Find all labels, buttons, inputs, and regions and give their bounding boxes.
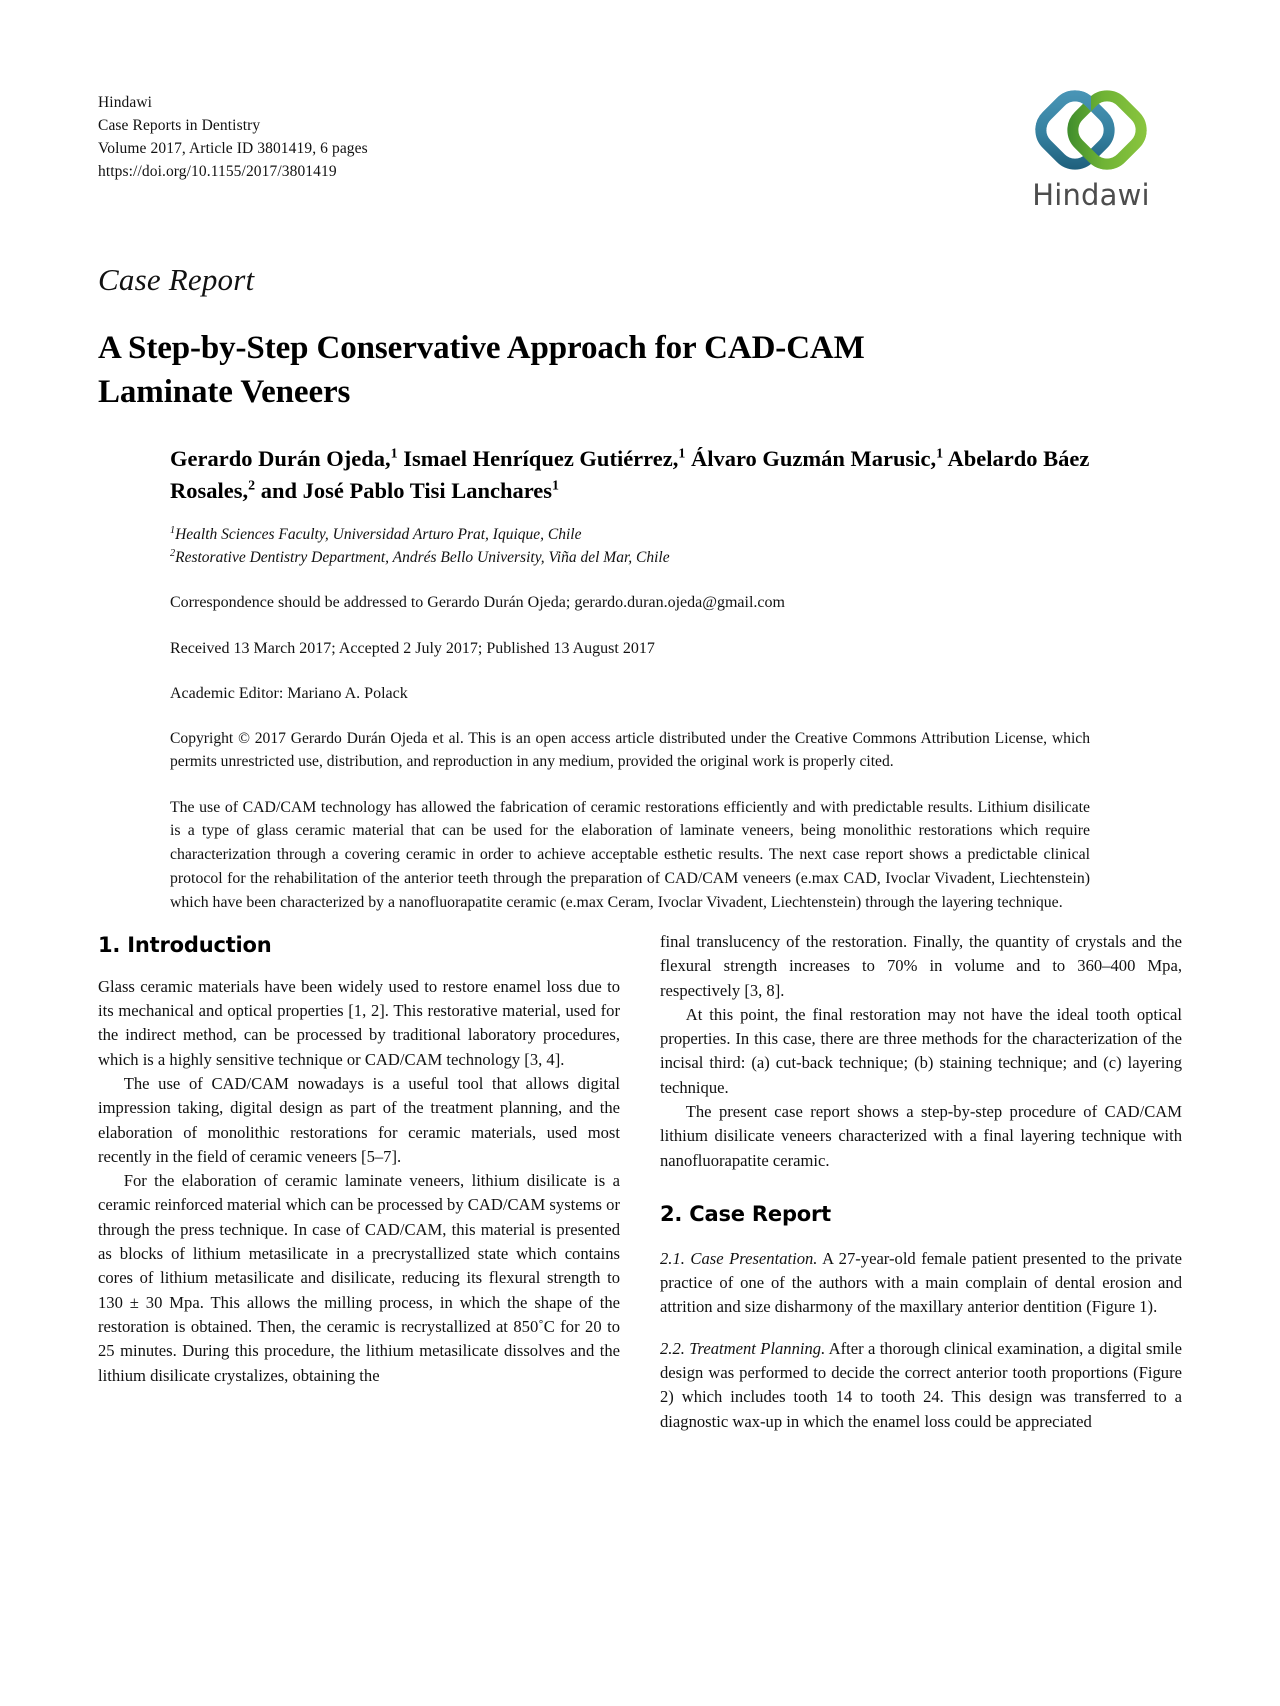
section-heading-introduction: 1. Introduction [98, 933, 272, 957]
subsection-body: After a thorough clinical examination, a digital smile design was performed to decide the correct anterior tooth proportions (Figure 2) which includes tooth 14 to tooth 24. This design was transferred to a diagnostic wax-up in which the enamel loss could be appreciated [660, 1338, 1182, 1431]
journal-meta-block [98, 92, 368, 184]
subsection-body: A 27-year-old female patient presented to the private practice of one of the authors with a main complain of dental erosion and attrition and size disharmony of the maxillary anterior dentition (Figure 1). [660, 1248, 1182, 1317]
paragraph: For the elaboration of ceramic laminate veneers, lithium disilicate is a ceramic reinforced material which can be processed by CAD/CAM systems or through the press technique. In case of CAD/CAM, this material is presented as blocks of lithium metasilicate in a precrystallized state which contains cores of lithium metasilicate and disilicate, reducing its flexural strength to 130 ± 30 Mpa. This allows the milling process, in which the shape of the restoration is obtained. Then, the ceramic is recrystallized at 850˚C for 20 to 25 minutes. During this procedure, the lithium metasilicate dissolves and the lithium disilicate crystalizes, obtaining the [98, 1171, 620, 1385]
abstract-text: The use of CAD/CAM technology has allowed the fabrication of ceramic restorations efficiently and with predictable results. Lithium disilicate is a type of glass ceramic material that can be used for the elaboration of laminate veneers, being monolithic restorations which require characterization through a covering ceramic in order to achieve acceptable esthetic results. The next case report shows a predictable clinical protocol for the rehabilitation of the anterior teeth through the preparation of CAD/CAM veneers (e.max CAD, Ivoclar Vivadent, Liechtenstein) which have been characterized by a nanofluorapatite ceramic (e.max Ceram, Ivoclar Vivadent, Liechtenstein) through the layering technique. [170, 798, 1090, 911]
journal-name: Case Reports in Dentistry [98, 116, 261, 134]
copyright-notice: Copyright © 2017 Gerardo Durán Ojeda et al. This is an open access article distributed under the Creative Commons Attribution License, which permits unrestricted use, distribution, and reproduction in any medium, provided the original work is properly cited. [170, 730, 1090, 771]
academic-editor: Academic Editor: Mariano A. Polack [170, 684, 408, 702]
subsection-runin-title: 2.2. Treatment Planning. [660, 1338, 826, 1358]
paragraph: The use of CAD/CAM nowadays is a useful tool that allows digital impression taking, digital design as part of the treatment planning, and the elaboration of monolithic restorations for ceramic materials, used most recently in the field of ceramic veneers [5–7]. [98, 1073, 620, 1166]
paragraph: Glass ceramic materials have been widely used to restore enamel loss due to its mechanical and optical properties [1, 2]. This restorative material, used for the indirect method, can be processed by traditional laboratory procedures, which is a highly sensitive technique or CAD/CAM technology [3, 4]. [98, 976, 620, 1069]
publication-dates: Received 13 March 2017; Accepted 2 July 2017; Published 13 August 2017 [170, 639, 655, 657]
subsection-treatment-planning [660, 1337, 1182, 1434]
body-columns [98, 930, 1182, 1434]
hindawi-rings-icon [1031, 84, 1151, 176]
subsection-runin-title: 2.1. Case Presentation. [660, 1248, 818, 1268]
correspondence-line: Correspondence should be addressed to Gerardo Durán Ojeda; gerardo.duran.ojeda@gmail.com [170, 594, 785, 612]
hindawi-wordmark: Hindawi [1032, 178, 1150, 212]
affiliation-text: Restorative Dentistry Department, Andrés Bello University, Viña del Mar, Chile [175, 548, 670, 566]
masthead [98, 92, 1182, 212]
paragraph: At this point, the final restoration may not have the ideal tooth optical properties. In this case, there are three methods for the characterization of the incisal third: (a) cut-back technique; (b) staining technique; and (c) layering technique. [660, 1004, 1182, 1097]
affiliation-list [170, 524, 1090, 570]
subsection-case-presentation [660, 1247, 1182, 1320]
front-matter [170, 443, 1090, 914]
affiliation-marker: 2 [170, 547, 176, 559]
right-column [660, 930, 1182, 1434]
article-type-label: Case Report [98, 262, 255, 297]
affiliation-item [170, 547, 1090, 570]
doi-link[interactable]: https://doi.org/10.1155/2017/3801419 [98, 162, 337, 180]
volume-article-line: Volume 2017, Article ID 3801419, 6 pages [98, 139, 368, 157]
left-column [98, 930, 620, 1434]
section-heading-case-report: 2. Case Report [660, 1201, 832, 1226]
paragraph: The present case report shows a step-by-step procedure of CAD/CAM lithium disilicate veneers characterized with a final layering technique with nanofluorapatite ceramic. [660, 1102, 1182, 1170]
hindawi-logo[interactable] [1000, 84, 1182, 212]
publisher-name: Hindawi [98, 94, 153, 111]
affiliation-item [170, 524, 1090, 547]
page-title: A Step-by-Step Conservative Approach for CAD-CAM Laminate Veneers [98, 330, 865, 410]
paragraph: final translucency of the restoration. Finally, the quantity of crystals and the flexural strength increases to 70% in volume and to 360–400 Mpa, respectively [3, 8]. [660, 932, 1182, 1000]
affiliation-text: Health Sciences Faculty, Universidad Arturo Prat, Iquique, Chile [175, 526, 582, 544]
author-list: Gerardo Durán Ojeda,$^1$ Ismael Henríquez Gutiérrez,$^1$ Álvaro Guzmán Marusic,$^1$ Abelardo Báez Rosales,$^2$ and José Pablo Tisi Lanchares$^1$ [170, 446, 1090, 503]
affiliation-marker: 1 [170, 524, 176, 536]
